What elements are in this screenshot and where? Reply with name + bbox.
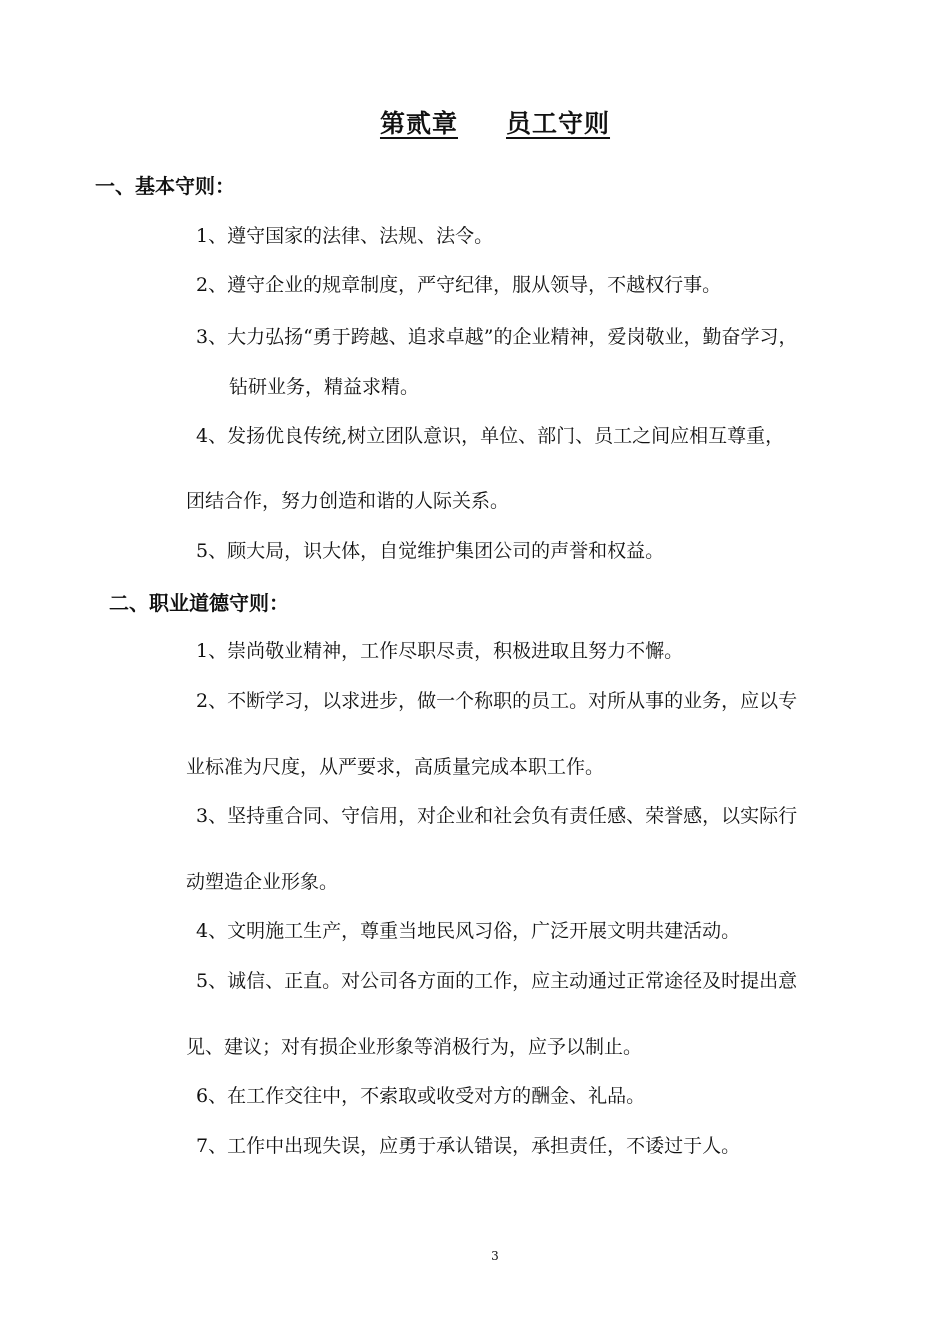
list-item: 5、顾大局，识大体，自觉维护集团公司的声誉和权益。 [196,540,665,562]
list-item: 2、不断学习，以求进步，做一个称职的员工。对所从事的业务，应以专 [196,690,798,712]
page-number: 3 [491,1249,499,1263]
list-item-continuation: 团结合作，努力创造和谐的人际关系。 [186,490,510,512]
section-heading-basic-rules: 一、基本守则： [95,174,235,198]
section-heading-ethics-rules: 二、职业道德守则： [109,591,289,615]
list-item: 7、工作中出现失误，应勇于承认错误，承担责任，不诿过于人。 [196,1135,741,1157]
list-item-continuation: 业标准为尺度，从严要求，高质量完成本职工作。 [186,756,605,778]
list-item: 4、发扬优良传统,树立团队意识，单位、部门、员工之间应相互尊重， [196,425,785,447]
list-item: 5、诚信、正直。对公司各方面的工作，应主动通过正常途径及时提出意 [196,970,798,992]
page-title [0,104,950,140]
chapter-name: 员工守则 [506,109,611,138]
list-item: 1、遵守国家的法律、法规、法令。 [196,225,494,247]
list-item: 3、坚持重合同、守信用，对企业和社会负有责任感、荣誉感，以实际行 [196,805,798,827]
list-item: 4、文明施工生产，尊重当地民风习俗，广泛开展文明共建活动。 [196,920,741,942]
list-item: 3、大力弘扬“勇于跨越、追求卓越”的企业精神，爱岗敬业，勤奋学习， [196,326,798,348]
list-item: 2、遵守企业的规章制度，严守纪律，服从领导，不越权行事。 [196,274,722,296]
list-item-continuation: 动塑造企业形象。 [186,871,339,893]
list-item: 1、崇尚敬业精神，工作尽职尽责，积极进取且努力不懈。 [196,640,684,662]
chapter-number: 第贰章 [379,109,458,138]
list-item-continuation: 钻研业务，精益求精。 [229,376,420,398]
list-item-continuation: 见、建议；对有损企业形象等消极行为，应予以制止。 [186,1036,643,1058]
list-item: 6、在工作交往中，不索取或收受对方的酬金、礼品。 [196,1085,646,1107]
